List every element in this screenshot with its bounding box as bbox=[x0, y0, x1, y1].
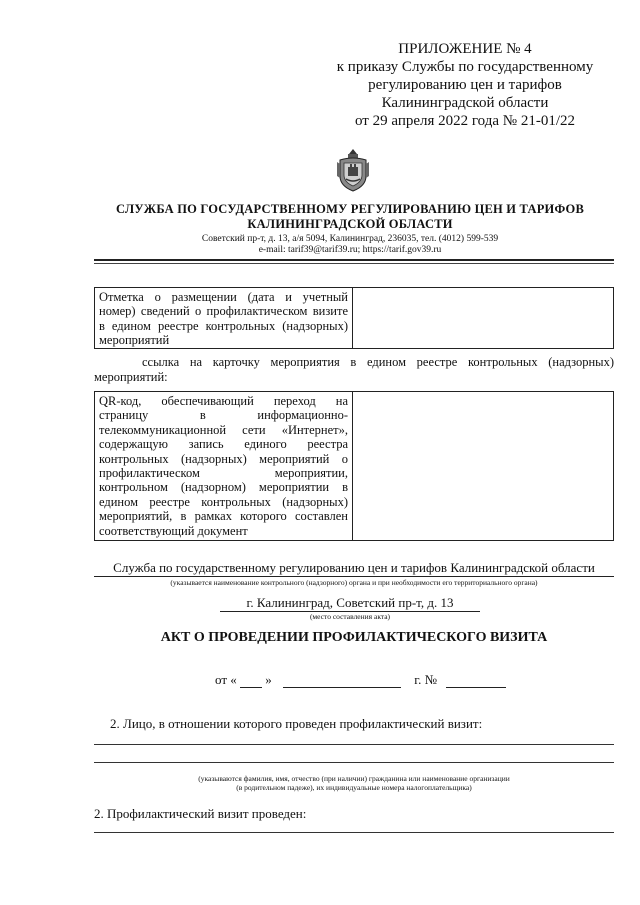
appendix-line: регулированию цен и тарифов bbox=[368, 77, 562, 93]
organization-title bbox=[60, 202, 640, 232]
conducted-section-label: 2. Профилактический визит проведен: bbox=[94, 806, 307, 821]
person-field-line2[interactable] bbox=[94, 762, 614, 763]
organization-name-line1: СЛУЖБА ПО ГОСУДАРСТВЕННОМУ РЕГУЛИРОВАНИЮ ЦЕН И ТАРИФОВ bbox=[116, 202, 584, 216]
month-field[interactable] bbox=[283, 673, 401, 688]
person-field-note bbox=[94, 774, 614, 792]
organization-name-line2: КАЛИНИНГРАДСКОЙ ОБЛАСТИ bbox=[247, 217, 453, 231]
authority-name: Служба по государственному регулированию цен и тарифов Калининградской области bbox=[94, 560, 614, 577]
qr-code-description: QR-код, обеспечивающий переход на страницу в информационно-телекоммуникационной сети «Интернет», содержащую запись единого реестра контрольных (надзорных) мероприятий о профилактическом мероприятии, контрольном (надзорном) мероприятии в едином реестре контрольных (надзорных) мероприятий, в рамках которого составлен соответствующий документ bbox=[95, 392, 353, 540]
registry-link-label: ссылка на карточку мероприятия в едином реестре контрольных (надзорных) мероприятий: bbox=[94, 355, 614, 384]
qr-code-box bbox=[94, 391, 614, 541]
act-number-field[interactable] bbox=[446, 673, 506, 688]
appendix-date: от 29 апреля 2022 года № 21-01/22 bbox=[355, 113, 575, 129]
organization-address: Советский пр-т, д. 13, а/я 5094, Калининград, 236035, тел. (4012) 599-539 bbox=[201, 234, 499, 244]
act-date-number-row bbox=[215, 672, 506, 688]
act-title: АКТ О ПРОВЕДЕНИИ ПРОФИЛАКТИЧЕСКОГО ВИЗИТА bbox=[160, 630, 548, 645]
registry-mark-box bbox=[94, 287, 614, 349]
act-place-note: (место составления акта) bbox=[309, 612, 391, 621]
appendix-title: ПРИЛОЖЕНИЕ № 4 bbox=[398, 41, 532, 57]
appendix-line: Калининградской области bbox=[381, 95, 549, 111]
authority-note: (указывается наименование контрольного (надзорного) органа и при необходимости его территориального органа) bbox=[170, 578, 538, 587]
registry-mark-label: Отметка о размещении (дата и учетный номер) сведений о профилактическом визите в едином реестре контрольных (надзорных) мероприятий bbox=[95, 288, 353, 348]
act-place: г. Калининград, Советский пр-т, д. 13 bbox=[220, 595, 480, 612]
organization-contacts bbox=[60, 234, 640, 256]
person-note-line2: (в родительном падеже), их индивидуальные номера налогоплательщика) bbox=[236, 783, 472, 792]
person-section-label: 2. Лицо, в отношении которого проведен профилактический визит: bbox=[110, 716, 483, 731]
coat-of-arms-icon bbox=[335, 148, 371, 192]
organization-email-web: e-mail: tarif39@tarif39.ru; https://tarif.gov39.ru bbox=[258, 245, 442, 255]
appendix-line: к приказу Службы по государственному bbox=[336, 59, 594, 75]
person-note-line1: (указываются фамилия, имя, отчество (при наличии) гражданина или наименование организации bbox=[198, 774, 510, 783]
conducted-field-line[interactable] bbox=[94, 832, 614, 833]
date-from-label: от « bbox=[215, 672, 237, 687]
person-field-line1[interactable] bbox=[94, 744, 614, 745]
appendix-block bbox=[300, 40, 630, 130]
year-number-label: г. № bbox=[414, 672, 438, 687]
header-divider bbox=[94, 259, 614, 261]
date-quote-close: » bbox=[265, 672, 272, 687]
day-field[interactable] bbox=[240, 673, 262, 688]
header-divider-thin bbox=[94, 263, 614, 264]
